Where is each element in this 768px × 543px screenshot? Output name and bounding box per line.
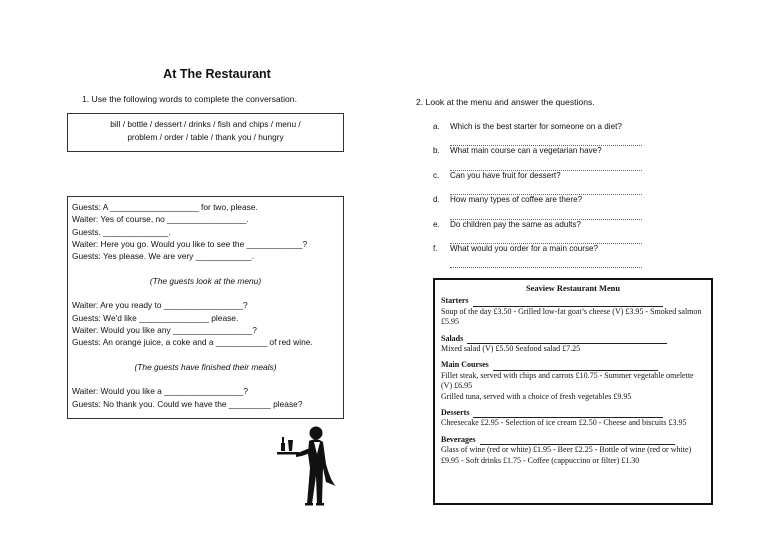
answer-line[interactable] [450, 208, 642, 220]
question-text: What main course can a vegetarian have? [450, 146, 602, 156]
question-item [433, 122, 653, 134]
menu-section [441, 435, 705, 466]
conversation-line: Waiter: Would you like any _________________? [72, 324, 257, 335]
conversation-line: Guests: We'd like _______________ please. [72, 312, 239, 323]
menu-section-title: Beverages [441, 434, 476, 444]
menu-item-text: Fillet steak, served with chips and carrots £10.75 - Summer vegetable omelette (V) £6.95 [441, 370, 694, 391]
spacer [72, 288, 339, 300]
question-letter: e. [433, 219, 440, 229]
heading-underline [473, 298, 663, 307]
conversation-box [67, 196, 344, 419]
question-letter: f. [433, 243, 438, 253]
question-1-instruction: 1. Use the following words to complete the conversation. [82, 94, 297, 104]
question-letter: b. [433, 146, 440, 156]
heading-underline [467, 335, 667, 344]
menu-item-text: Glass of wine (red or white) £1.95 - Beer £2.25 - Bottle of wine (red or white) £9.95 - Soft drinks £1.75 - Coffee (cappuccino or filter) £1.30 [441, 445, 692, 465]
conversation-line: Guests. ______________. [72, 226, 171, 237]
stage-direction: (The guests look at the menu) [149, 275, 262, 286]
menu-section-heading [441, 408, 705, 418]
spacer [72, 263, 339, 275]
word-bank [67, 113, 344, 152]
menu-section [441, 360, 705, 402]
conversation-line: Waiter: Would you like a _________________? [72, 386, 249, 397]
menu-item-text: Cheesecake £2.95 - Selection of ice cream £2.50 - Cheese and biscuits £3.95 [441, 418, 687, 428]
menu-section-title: Main Courses [441, 360, 489, 370]
menu-item-text: Mixed salad (V) £5.50 Seafood salad £7.25 [441, 344, 581, 354]
menu-section-heading [441, 360, 705, 370]
menu-section-heading [441, 435, 705, 445]
answer-line[interactable] [450, 256, 642, 268]
question-item [433, 171, 653, 183]
word-bank-line: bill / bottle / dessert / drinks / fish and chips / menu / [110, 119, 301, 129]
question-text: Can you have fruit for dessert? [450, 170, 561, 180]
menu-title: Seaview Restaurant Menu [526, 284, 620, 293]
question-item [433, 220, 653, 232]
heading-underline [473, 409, 663, 418]
menu-item-text: Soup of the day £3.50 - Grilled low-fat goat’s cheese (V) £3.95 - Smoked salmon £5.95 [441, 306, 702, 327]
question-2-instruction: 2. Look at the menu and answer the questions. [416, 97, 595, 107]
question-text: How many types of coffee are there? [450, 195, 583, 205]
heading-underline [480, 436, 675, 445]
question-letter: a. [433, 122, 440, 131]
conversation-line: Guests: A ___________________ for two, please. [72, 202, 258, 212]
page-title: At The Restaurant [163, 67, 271, 81]
question-item [433, 244, 653, 256]
answer-line[interactable] [450, 134, 642, 146]
word-bank-line: problem / order / table / thank you / hungry [127, 132, 284, 142]
answer-line[interactable] [450, 232, 642, 244]
stage-direction: (The guests have finished their meals) [134, 361, 277, 372]
question-text: What would you order for a main course? [450, 243, 599, 253]
menu-section-title: Salads [441, 333, 464, 343]
conversation-line: Guests: Yes please. We are very ____________. [72, 251, 254, 262]
conversation-line: Waiter: Yes of course, no _________________. [72, 214, 249, 225]
restaurant-menu [433, 278, 713, 505]
conversation-line: Waiter: Are you ready to _________________? [72, 300, 248, 311]
heading-underline [493, 362, 658, 371]
menu-section-title: Starters [441, 296, 469, 306]
menu-section [441, 408, 705, 429]
answer-line[interactable] [450, 159, 642, 171]
spacer [72, 350, 339, 362]
conversation-line: Waiter: Here you go. Would you like to see the ____________? [72, 238, 308, 249]
menu-section-title: Desserts [441, 408, 470, 418]
spacer [72, 374, 339, 386]
question-letter: d. [433, 195, 440, 205]
menu-section [441, 296, 705, 327]
question-item [433, 195, 653, 207]
conversation-line: Guests: No thank you. Could we have the _________ please? [72, 398, 303, 409]
menu-section-heading [441, 296, 705, 306]
menu-questions-list [433, 122, 653, 268]
menu-section-heading [441, 334, 705, 344]
waiter-icon [276, 424, 340, 506]
menu-item-text: Grilled tuna, served with a choice of fresh vegetables £9.95 [441, 391, 632, 401]
menu-section [441, 334, 705, 355]
answer-line[interactable] [450, 183, 642, 195]
question-letter: c. [433, 170, 440, 180]
question-text: Which is the best starter for someone on a diet? [450, 122, 622, 131]
question-item [433, 146, 653, 158]
question-text: Do children pay the same as adults? [450, 219, 581, 229]
conversation-line: Guests: An orange juice, a coke and a ___________ of red wine. [72, 337, 313, 348]
